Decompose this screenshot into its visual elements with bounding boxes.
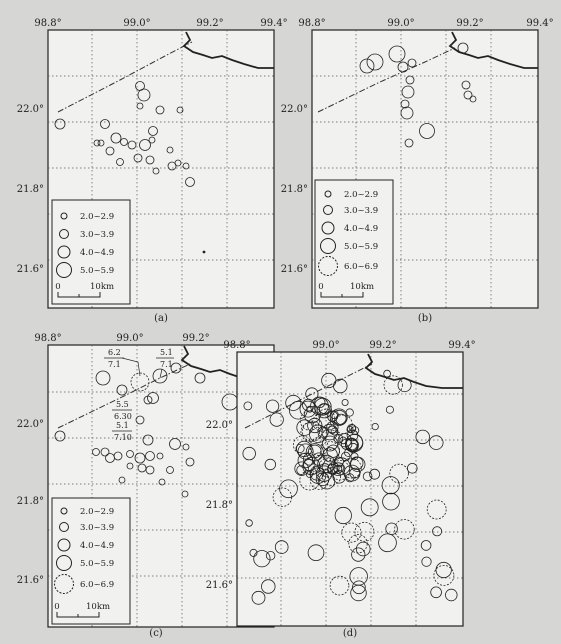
legend-label-2-0: 2.0~2.9 <box>344 190 379 200</box>
annotation-label: 6.30 <box>114 412 132 421</box>
scale-bar-10km: 10km <box>350 282 375 292</box>
lat-label-22-0: 22.0° <box>205 420 233 431</box>
lat-label-22-0: 22.0° <box>280 104 308 115</box>
scale-bar-10km: 10km <box>86 602 111 612</box>
lon-label-99-0: 99.0° <box>116 333 144 344</box>
panel-d-label: (d) <box>342 628 358 639</box>
lon-label-99-0: 99.0° <box>123 18 151 29</box>
lon-label-99-4: 99.4° <box>448 340 476 351</box>
lon-label-99-2: 99.2° <box>196 18 224 29</box>
scale-bar-10km: 10km <box>90 282 115 292</box>
annotation-label: 6.2 <box>108 348 121 357</box>
panel-a-label: (a) <box>154 313 168 324</box>
lon-label-99-0: 99.0° <box>312 340 340 351</box>
annotation-label: 7.1 <box>160 360 173 369</box>
legend-label-4-0: 4.0~4.9 <box>80 541 115 551</box>
lat-label-22-0: 22.0° <box>16 419 44 430</box>
lon-label-99-0: 99.0° <box>387 18 415 29</box>
annotation-label: 5.5 <box>116 400 129 409</box>
legend-label-6-0: 6.0~6.9 <box>80 580 115 590</box>
annotation-label: 7.1 <box>108 360 121 369</box>
panel-a <box>17 18 288 324</box>
event-point <box>203 251 206 254</box>
lat-label-21-6: 21.6° <box>280 264 308 275</box>
lat-label-21-8: 21.8° <box>280 184 308 195</box>
lat-label-21-6: 21.6° <box>205 580 233 591</box>
lat-label-21-8: 21.8° <box>16 496 44 507</box>
lon-label-98-8: 98.8° <box>34 333 62 344</box>
panel-c-label: (c) <box>149 628 163 639</box>
scale-bar-zero: 0 <box>55 282 61 292</box>
panel-b-label: (b) <box>417 313 433 324</box>
panel-d-frame <box>237 352 463 626</box>
lat-label-21-6: 21.6° <box>16 264 44 275</box>
lat-label-22-0: 22.0° <box>16 104 44 115</box>
lon-label-98-8: 98.8° <box>223 340 251 351</box>
legend-label-3-0: 3.0~3.9 <box>344 206 379 216</box>
lon-label-99-4: 99.4° <box>260 18 288 29</box>
legend-label-2-0: 2.0~2.9 <box>80 507 115 517</box>
legend-label-5-0: 5.0~5.9 <box>80 266 115 276</box>
lon-label-98-8: 98.8° <box>34 18 62 29</box>
legend-label-3-0: 3.0~3.9 <box>80 523 115 533</box>
lat-label-21-6: 21.6° <box>16 575 44 586</box>
annotation-label: 7.10 <box>114 433 132 442</box>
annotation-label: 5.1 <box>116 421 129 430</box>
scale-bar-zero: 0 <box>54 602 60 612</box>
panel-c <box>17 333 274 639</box>
panel-d <box>206 340 476 639</box>
lat-label-21-8: 21.8° <box>16 184 44 195</box>
legend-label-4-0: 4.0~4.9 <box>80 248 115 258</box>
lon-label-99-2: 99.2° <box>456 18 484 29</box>
lon-label-99-2: 99.2° <box>182 333 210 344</box>
legend-label-5-0: 5.0~5.9 <box>80 559 115 569</box>
scale-bar-zero: 0 <box>318 282 324 292</box>
legend-label-3-0: 3.0~3.9 <box>80 230 115 240</box>
legend-label-5-0: 5.0~5.9 <box>344 242 379 252</box>
panel-b <box>281 18 554 324</box>
lon-label-99-4: 99.4° <box>526 18 554 29</box>
lon-label-98-8: 98.8° <box>298 18 326 29</box>
legend-label-2-0: 2.0~2.9 <box>80 212 115 222</box>
lon-label-99-2: 99.2° <box>369 340 397 351</box>
legend-label-6-0: 6.0~6.9 <box>344 262 379 272</box>
lat-label-21-8: 21.8° <box>205 500 233 511</box>
legend-label-4-0: 4.0~4.9 <box>344 224 379 234</box>
annotation-label: 5.1 <box>160 348 173 357</box>
